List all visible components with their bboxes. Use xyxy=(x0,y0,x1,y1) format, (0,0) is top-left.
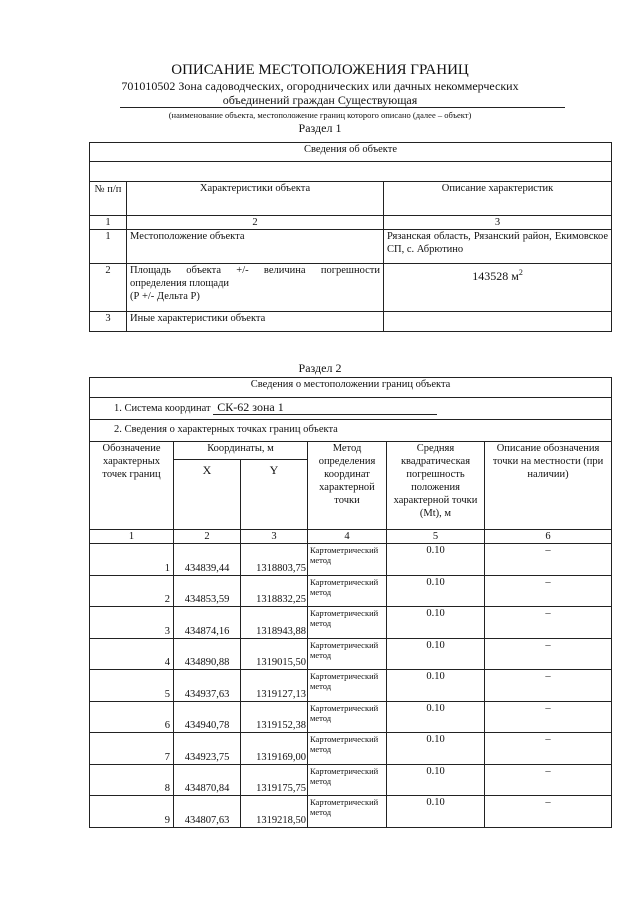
col-point-header: Обозначение характерных точек границ xyxy=(90,442,174,530)
point-method: Картометрический метод xyxy=(308,670,387,702)
object-info-title: Сведения об объекте xyxy=(90,143,612,162)
point-number: 4 xyxy=(90,638,174,670)
point-x: 434937,63 xyxy=(174,670,241,702)
point-y: 1319175,75 xyxy=(241,764,308,796)
point-method: Картометрический метод xyxy=(308,575,387,607)
coord-system-row xyxy=(90,398,612,420)
row-characteristic: Местоположение объекта xyxy=(127,230,384,264)
point-x: 434923,75 xyxy=(174,733,241,765)
point-mt: 0.10 xyxy=(387,733,485,765)
row-description: Рязанская область, Рязанский район, Екимовское СП, с. Абрютино xyxy=(384,230,612,264)
point-number: 2 xyxy=(90,575,174,607)
object-info-spacer xyxy=(90,162,612,182)
row-characteristic-formula: (Р +/- Дельта Р) xyxy=(130,291,200,302)
point-x: 434940,78 xyxy=(174,701,241,733)
point-description: – xyxy=(485,733,612,765)
table-row xyxy=(90,544,612,576)
object-caption: (наименование объекта, местоположение границ которого описано (далее – объект) xyxy=(168,110,472,120)
table-row xyxy=(90,264,612,312)
point-mt: 0.10 xyxy=(387,638,485,670)
table-row xyxy=(90,638,612,670)
point-number: 1 xyxy=(90,544,174,576)
points-label: 2. Сведения о характерных точках границ объекта xyxy=(90,420,612,442)
object-info-table xyxy=(89,142,612,332)
point-y: 1319015,50 xyxy=(241,638,308,670)
col-number-header: № п/п xyxy=(90,182,127,216)
point-description: – xyxy=(485,701,612,733)
index-cell: 2 xyxy=(174,530,241,544)
col-mt-header: Средняя квадратическая погрешность положения характерной точки (Mt), м xyxy=(387,442,485,530)
index-cell: 1 xyxy=(90,216,127,230)
point-x: 434870,84 xyxy=(174,764,241,796)
point-number: 5 xyxy=(90,670,174,702)
index-cell: 2 xyxy=(127,216,384,230)
point-description: – xyxy=(485,670,612,702)
table-row xyxy=(90,764,612,796)
col-y-header: Y xyxy=(241,460,308,530)
index-cell: 1 xyxy=(90,530,174,544)
point-method: Картометрический метод xyxy=(308,607,387,639)
point-mt: 0.10 xyxy=(387,701,485,733)
row-characteristic xyxy=(127,264,384,312)
boundary-table-title: Сведения о местоположении границ объекта xyxy=(90,378,612,398)
point-method: Картометрический метод xyxy=(308,796,387,828)
point-mt: 0.10 xyxy=(387,575,485,607)
point-y: 1319169,00 xyxy=(241,733,308,765)
object-name-underline xyxy=(120,107,565,108)
table-row xyxy=(90,701,612,733)
index-cell: 4 xyxy=(308,530,387,544)
point-mt: 0.10 xyxy=(387,670,485,702)
area-value: 143528 м xyxy=(472,269,519,283)
point-method: Картометрический метод xyxy=(308,764,387,796)
table-row xyxy=(90,796,612,828)
table-row xyxy=(90,733,612,765)
table-row xyxy=(90,312,612,332)
table-row xyxy=(90,670,612,702)
point-x: 434807,63 xyxy=(174,796,241,828)
row-characteristic-text: Площадь объекта +/- величина погрешности определения площади xyxy=(130,265,380,289)
boundary-points-table xyxy=(89,377,612,828)
point-y: 1319127,13 xyxy=(241,670,308,702)
point-y: 1319152,38 xyxy=(241,701,308,733)
row-number: 1 xyxy=(90,230,127,264)
point-mt: 0.10 xyxy=(387,607,485,639)
section1-heading: Раздел 1 xyxy=(298,121,342,135)
object-name-line1: 701010502 Зона садоводческих, огороднических или дачных некоммерческих xyxy=(121,79,519,93)
point-method: Картометрический метод xyxy=(308,701,387,733)
col-method-header: Метод определения координат характерной точки xyxy=(308,442,387,530)
table-row xyxy=(90,575,612,607)
point-method: Картометрический метод xyxy=(308,733,387,765)
point-mt: 0.10 xyxy=(387,764,485,796)
col-x-header: X xyxy=(174,460,241,530)
point-number: 7 xyxy=(90,733,174,765)
coord-system-label: 1. Система координат xyxy=(114,403,211,414)
point-x: 434890,88 xyxy=(174,638,241,670)
point-y: 1318803,75 xyxy=(241,544,308,576)
index-cell: 5 xyxy=(387,530,485,544)
col-description-header: Описание обозначения точки на местности (при наличии) xyxy=(485,442,612,530)
index-cell: 3 xyxy=(241,530,308,544)
point-mt: 0.10 xyxy=(387,544,485,576)
point-x: 434839,44 xyxy=(174,544,241,576)
table-row xyxy=(90,607,612,639)
point-mt: 0.10 xyxy=(387,796,485,828)
point-description: – xyxy=(485,544,612,576)
point-description: – xyxy=(485,638,612,670)
point-description: – xyxy=(485,796,612,828)
point-description: – xyxy=(485,764,612,796)
row-number: 2 xyxy=(90,264,127,312)
point-description: – xyxy=(485,575,612,607)
point-method: Картометрический метод xyxy=(308,638,387,670)
row-description xyxy=(384,264,612,312)
row-number: 3 xyxy=(90,312,127,332)
col-description-header: Описание характеристик xyxy=(384,182,612,216)
point-y: 1318943,88 xyxy=(241,607,308,639)
index-cell: 6 xyxy=(485,530,612,544)
page-title: ОПИСАНИЕ МЕСТОПОЛОЖЕНИЯ ГРАНИЦ xyxy=(171,62,469,78)
point-number: 8 xyxy=(90,764,174,796)
coord-system-value: СК-62 зона 1 xyxy=(213,401,437,415)
point-y: 1318832,25 xyxy=(241,575,308,607)
row-characteristic: Иные характеристики объекта xyxy=(127,312,384,332)
col-characteristics-header: Характеристики объекта xyxy=(127,182,384,216)
point-y: 1319218,50 xyxy=(241,796,308,828)
index-cell: 3 xyxy=(384,216,612,230)
point-description: – xyxy=(485,607,612,639)
point-number: 9 xyxy=(90,796,174,828)
col-coordinates-header: Координаты, м xyxy=(174,442,308,460)
table-row xyxy=(90,230,612,264)
point-method: Картометрический метод xyxy=(308,544,387,576)
point-number: 3 xyxy=(90,607,174,639)
section2-heading: Раздел 2 xyxy=(298,361,342,375)
point-x: 434853,59 xyxy=(174,575,241,607)
area-unit-exponent: 2 xyxy=(518,268,523,277)
row-description xyxy=(384,312,612,332)
point-number: 6 xyxy=(90,701,174,733)
object-name-line2: объединений граждан Существующая xyxy=(222,93,418,107)
point-x: 434874,16 xyxy=(174,607,241,639)
